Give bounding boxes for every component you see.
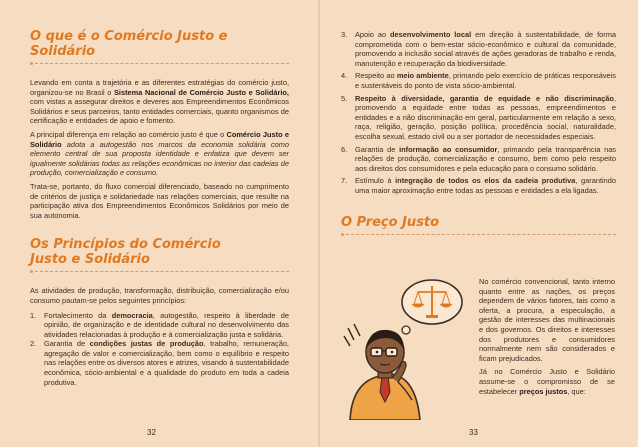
section-heading-what-is: O que é o Comércio Justo e Solidário	[30, 29, 228, 59]
page-number-left: 32	[147, 428, 156, 437]
item-text: , garantindo uma maior aproximação entre todas as pessoas e entidades a ela ligadas.	[355, 176, 616, 195]
list-number: 7.	[341, 176, 348, 186]
heading-divider	[30, 63, 289, 65]
thinking-man-with-scale-icon	[340, 270, 465, 420]
list-number: 4.	[341, 71, 348, 81]
item-text: Fortalecimento da	[44, 310, 112, 320]
paragraph-fair-prices	[479, 367, 615, 396]
heading-line: Os Princípios do Comércio	[30, 237, 221, 253]
principles-list-left	[30, 311, 289, 388]
item-text: , promovendo a equidade entre todas as pessoas, empreendimentos e entidades e a não discriminação em geral, particularmente em relação a sexo, raça, religião, geração, posição política, procedência social, naturalidade, escolha sexual, estado civil ou a ser portador de necessidades especiais.	[355, 93, 616, 141]
bold-term: integração de todos os elos da cadeia produtiva	[395, 176, 576, 186]
bold-term: condições justas de produção	[89, 339, 204, 349]
item-text: Apoio ao	[355, 30, 390, 39]
item-text: Respeito ao	[355, 71, 397, 81]
heading-divider	[30, 271, 289, 273]
list-number: 5.	[341, 93, 348, 103]
list-item	[341, 94, 616, 142]
list-item	[341, 30, 616, 68]
item-text: , autogestão, respeito à liberdade de opinião, de organização e de identidade cultural no desenvolvimento das atividades relacionadas à produção e à comercialização justa e solidária.	[44, 310, 289, 339]
bold-term: informação ao consumidor	[399, 144, 498, 154]
item-text: Garantia de	[44, 339, 90, 349]
paragraph-text: com vistas a assegurar direitos e deveres aos Empreendimentos Econômicos Solidários e seus parceiros, tanto entidades comerciais, quanto organismos de certificação e entidades de apoio e fomento.	[30, 97, 289, 126]
item-text: , primando pela transparência nas relações de produção, comercialização e consumo, bem como pelo respeito aos direitos dos consumidores e pela educação para o consumo solidário.	[355, 144, 616, 173]
item-text: em direção à sustentabilidade, de forma comprometida com o bem-estar sócio-econômico e cultural da comunidade, promovendo a inclusão social através de ações geradoras de trabalho e renda, manutenção e recuperação da biodiversidade.	[355, 30, 616, 68]
list-number: 6.	[341, 144, 348, 154]
item-text: Garantia de	[355, 144, 400, 154]
paragraph-conventional-trade: No comércio convencional, tanto interno quanto entre as nações, os preços dependem de vários fatores, tais como a oferta, a procura, a especulação, a gestão de interesses das multinacionais e dos governos. Os direitos e interesses dos produtores e consumidores normalmente nem são considerados e ficam prejudicados.	[479, 277, 615, 363]
bold-term: Respeito à diversidade, garantia de equidade e não discriminação	[355, 93, 614, 103]
principles-list-right	[341, 30, 616, 196]
italic-text: adota a autogestão nos marcos da economia solidária como elemento central de sua proposta identidade e enfatiza que devem ser igualmente solidárias todas as relações econômicas no interior das cadeias de produção, comercialização e consumo.	[30, 139, 289, 178]
heading-divider	[341, 234, 616, 236]
bold-term: Comércio Justo e Solidário	[30, 129, 289, 149]
paragraph-flow: Trata-se, portanto, do fluxo comercial diferenciado, baseado no cumprimento de critérios de justiça e solidariedade nas relações comerciais, que resulte na participação ativa dos Empreendimentos Econômicos Solidários por meio de sua autonomia.	[30, 181, 289, 220]
bold-term: Sistema Nacional de Comércio Justo e Solidário,	[113, 87, 289, 97]
bold-term: desenvolvimento local	[390, 30, 472, 39]
item-text: Estímulo à	[355, 176, 396, 186]
paragraph-difference	[30, 130, 289, 178]
paragraph-text: , que:	[567, 386, 586, 396]
paragraph-text: Já no Comércio Justo e Solidário assume-se o compromisso de se estabelecer	[479, 367, 615, 396]
bold-term: democracia	[111, 310, 153, 320]
list-item	[341, 71, 616, 90]
bold-term: meio ambiente	[396, 71, 449, 81]
paragraph-text: Levando em conta a trajetória e as diferentes estratégias do comércio justo, organizou-se no Brasil o	[30, 78, 289, 97]
item-text: , trabalho, remuneração, agregação de valor e comercialização, bem como o equilíbrio e respeito nas relações entre os diversos atores e atrizes, visando à sustentabilidade econômica, sócio-ambiental e a qualidade do produto em toda a cadeia produtiva.	[44, 339, 289, 387]
list-item	[30, 311, 289, 340]
list-number: 1.	[30, 310, 37, 320]
bold-term: preços justos	[519, 386, 568, 396]
paragraph-text: A principal diferença em relação ao comércio justo é que o	[30, 129, 227, 139]
list-number: 3.	[341, 30, 348, 39]
item-text: , primando pelo exercício de práticas responsáveis e sustentáveis do ponto de vista sócio-ambiental.	[355, 71, 617, 90]
list-number: 2.	[30, 339, 37, 349]
section-heading-fair-price: O Preço Justo	[341, 214, 440, 230]
list-item	[341, 176, 616, 195]
list-item	[30, 339, 289, 387]
principles-intro: As atividades de produção, transformação, distribuição, comercialização e/ou consumo pautam-se pelos seguintes princípios:	[30, 286, 289, 305]
heading-line: Justo e Solidário	[30, 252, 150, 268]
fair-price-text	[479, 277, 615, 396]
page-number-right: 33	[469, 428, 478, 437]
list-item	[341, 145, 616, 174]
paragraph-intro	[30, 78, 289, 126]
section-heading-principles	[30, 237, 289, 267]
